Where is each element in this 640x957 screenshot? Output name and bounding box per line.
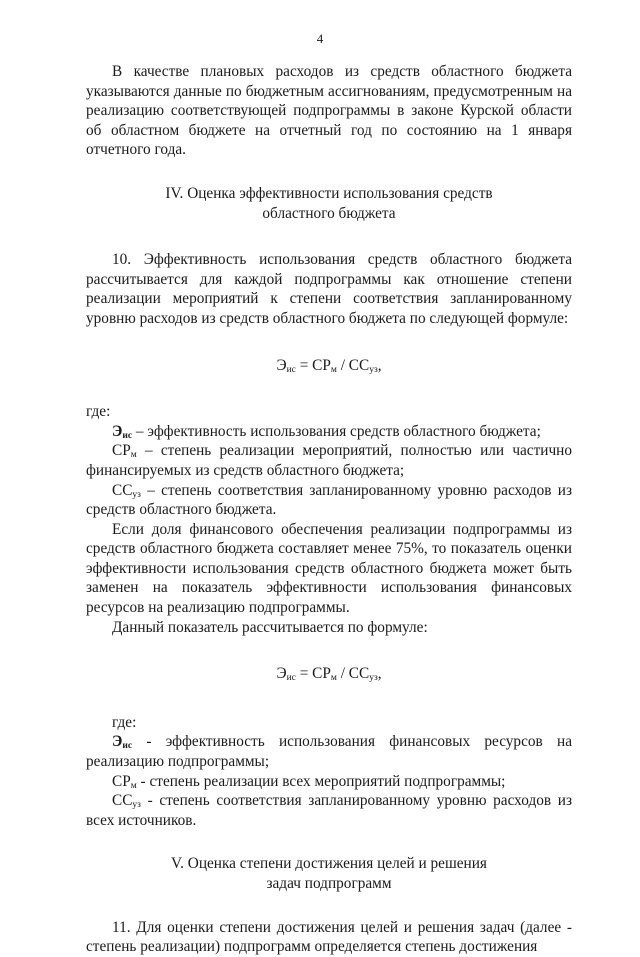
formula-sr-sub: м: [330, 364, 337, 375]
formula-div: / СС: [336, 356, 370, 374]
def2-e-text: - эффективность использования финансовых ресурсов на реализацию подпрограммы;: [86, 733, 572, 771]
def-sr-sub: м: [130, 450, 137, 461]
page-number: 4: [316, 31, 324, 46]
definition-ss-2: [86, 791, 572, 830]
section-4-title-line1: IV. Оценка эффективности использования средств: [165, 184, 493, 202]
paragraph-10: 10. Эффективность использования средств областного бюджета рассчитывается для каждой подпрограммы как отношение степени реализации мероприятий к степени соответствия запланированному уровню расходов из средств областного бюджета по следующей формуле:: [86, 251, 572, 327]
def2-sr-sub: м: [130, 780, 137, 791]
paragraph-if: Если доля финансового обеспечения реализации подпрограммы из средств областного бюджета составляет менее 75%, то показатель оценки эффективности использования средств областного бюджета может быть заменен на показатель эффективности использования финансовых ресурсов на реализацию подпрограммы.: [86, 520, 572, 617]
def2-e-sub: ис: [122, 741, 133, 752]
formula-ss-sub: уз: [369, 364, 378, 375]
definition-e-1: [86, 422, 572, 442]
def-ss-symbol: СС: [112, 481, 133, 499]
def-sr-symbol: СР: [112, 442, 131, 460]
definition-sr-2: [86, 772, 572, 792]
def-ss-text: – степень соответствия запланированному уровню расходов из средств областного бюджета.: [86, 481, 572, 519]
definition-ss-1: [86, 481, 572, 520]
section-5-title-line2: задач подпрограмм: [266, 875, 392, 892]
formula-eq: = СР: [295, 356, 331, 374]
formula-2: [86, 664, 572, 684]
section-4-title-line2: областного бюджета: [262, 204, 396, 222]
formula2-e-sub: ис: [286, 673, 296, 684]
def-ss-sub: уз: [132, 489, 141, 500]
section-4-title: [86, 184, 572, 223]
formula2-e: Э: [276, 665, 287, 683]
def2-e-symbol: Э: [112, 733, 123, 751]
def2-sr-symbol: СР: [112, 772, 131, 790]
def2-ss-text: - степень соответствия запланированному уровню расходов из всех источников.: [86, 792, 572, 829]
definition-e-2: [86, 732, 572, 771]
formula2-eq: = СР: [295, 665, 331, 683]
def2-ss-sub: уз: [132, 800, 141, 811]
formula-e: Э: [276, 356, 287, 374]
formula2-ss-sub: уз: [369, 673, 378, 684]
formula2-end: ,: [377, 665, 382, 683]
formula2-sr-sub: м: [330, 673, 337, 684]
def-e-symbol: Э: [112, 422, 123, 440]
document-body: [86, 62, 572, 957]
paragraph-calc: Данный показатель рассчитывается по формуле:: [112, 618, 428, 636]
formula-1: [86, 356, 572, 376]
section-5-title: [86, 854, 572, 893]
def-sr-text: – степень реализации мероприятий, полностью или частично финансируемых из средств областного бюджета;: [86, 442, 572, 479]
intro-paragraph: В качестве плановых расходов из средств областного бюджета указываются данные по бюджетным ассигнованиям, предусмотренным на реализацию соответствующей подпрограммы в законе Курской области об областном бюджете на отчетный год по состоянию на 1 января отчетного года.: [86, 63, 572, 159]
def-e-sub: ис: [122, 430, 133, 441]
def2-sr-text: - степень реализации всех мероприятий подпрограммы;: [136, 772, 506, 790]
paragraph-11: 11. Для оценки степени достижения целей и решения задач (далее - степень реализации) подпрограмм определяется степень достижения: [86, 918, 572, 956]
where-label-2: где:: [112, 713, 137, 731]
formula-end: ,: [377, 356, 382, 374]
formula-e-sub: ис: [286, 364, 296, 375]
def-e-text: – эффективность использования средств областного бюджета;: [132, 422, 541, 440]
definition-sr-1: [86, 441, 572, 480]
formula2-div: / СС: [336, 665, 370, 683]
def2-ss-symbol: СС: [112, 792, 133, 810]
section-5-title-line1: V. Оценка степени достижения целей и решения: [171, 855, 487, 873]
where-label-1: где:: [86, 403, 111, 421]
